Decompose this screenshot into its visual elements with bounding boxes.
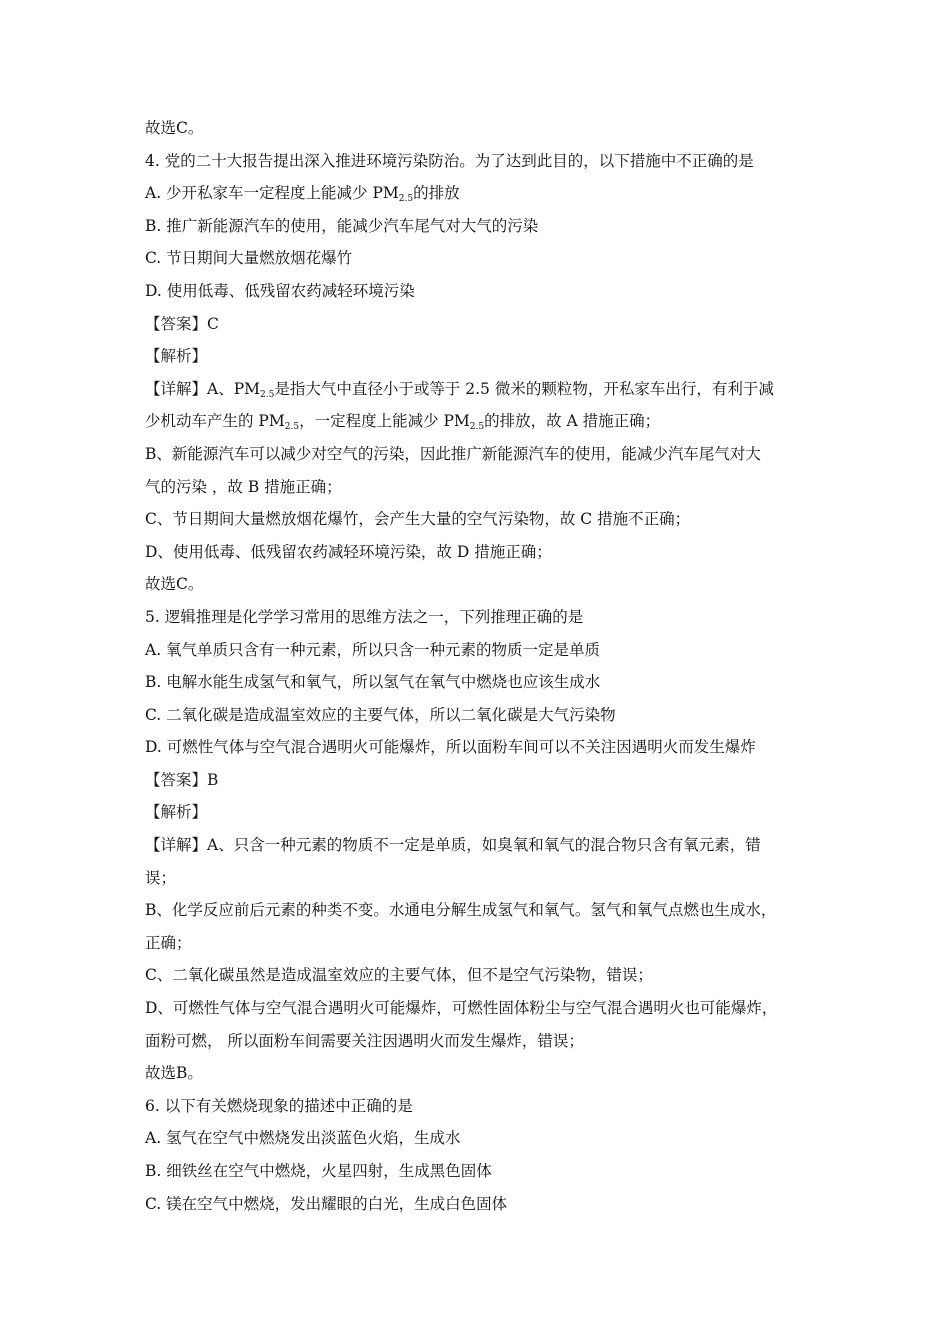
q6-option-a: A. 氢气在空气中燃烧发出淡蓝色火焰，生成水: [145, 1129, 461, 1148]
q4-analysis-heading: 【解析】: [145, 347, 208, 366]
q5-detail-line-2: 误；: [145, 868, 177, 887]
pm-subscript: 2.5: [284, 422, 300, 433]
q4-conclusion: 故选C。: [145, 575, 204, 594]
q4-detail-2-tail: 的排放，故 A 措施正确；: [484, 412, 661, 431]
q5-option-c: C. 二氧化碳是造成温室效应的主要气体，所以二氧化碳是大气污染物: [145, 705, 616, 724]
q5-option-b: B. 电解水能生成氢气和氧气，所以氢气在氧气中燃烧也应该生成水: [145, 673, 601, 692]
q6-option-b: B. 细铁丝在空气中燃烧，火星四射，生成黑色固体: [145, 1162, 492, 1180]
q5-conclusion: 故选B。: [145, 1064, 203, 1083]
q4-detail-2-text: 少机动车产生的 PM: [145, 412, 285, 431]
q4-option-a-text: A. 少开私家车一定程度上能减少 PM: [145, 184, 399, 203]
document-body: [145, 112, 815, 1220]
q3-conclusion: 故选C。: [145, 119, 204, 137]
q5-answer: 【答案】B: [145, 770, 219, 789]
q4-detail-line-3: B、新能源汽车可以减少对空气的污染，因此推广新能源汽车的使用，能减少汽车尾气对大: [145, 444, 761, 463]
q5-detail-line-5: C、二氧化碳虽然是造成温室效应的主要气体，但不是空气污染物，错误；: [145, 966, 653, 985]
q5-detail-line-3: B、化学反应前后元素的种类不变。水通电分解生成氢气和氧气。氢气和氧气点燃也生成水，: [145, 901, 777, 920]
q4-detail-line-4: 气的污染 ，故 B 措施正确；: [145, 477, 342, 496]
q4-option-d: D. 使用低毒、低残留农药减轻环境污染: [145, 281, 415, 300]
q5-option-d: D. 可燃性气体与空气混合遇明火可能爆炸，所以面粉车间可以不关注因遇明火而发生爆炸: [145, 738, 756, 757]
q6-stem: 6. 以下有关燃烧现象的描述中正确的是: [145, 1096, 413, 1115]
q5-detail-line-1: 【详解】A、只含一种元素的物质不一定是单质，如臭氧和氧气的混合物只含有氧元素，错: [145, 836, 761, 855]
pm-subscript: 2.5: [260, 389, 275, 400]
q4-detail-line-5: C、节日期间大量燃放烟花爆竹，会产生大量的空气污染物，故 C 措施不正确；: [145, 510, 691, 529]
q5-option-a: A. 氧气单质只含有一种元素，所以只含一种元素的物质一定是单质: [145, 640, 601, 659]
pm-subscript: 2.5: [469, 422, 485, 433]
q4-detail-1-text: 【详解】A、PM: [145, 379, 260, 398]
pm-subscript: 2.5: [398, 194, 414, 205]
q4-option-a-tail: 的排放: [413, 184, 460, 203]
q4-detail-1-tail: 是指大气中直径小于或等于 2.5 微米的颗粒物，开私家车出行，有利于减: [274, 379, 774, 398]
q5-stem: 5. 逻辑推理是化学学习常用的思维方法之一，下列推理正确的是: [145, 607, 584, 626]
q4-detail-line-2: [145, 405, 815, 438]
q5-detail-line-6: D、可燃性气体与空气混合遇明火可能爆炸，可燃性固体粉尘与空气混合遇明火也可能爆炸，: [145, 999, 778, 1018]
q4-option-b: B. 推广新能源汽车的使用，能减少汽车尾气对大气的污染: [145, 216, 539, 235]
q4-answer: 【答案】C: [145, 314, 219, 333]
q4-detail-2-mid: ，一定程度上能减少 PM: [299, 412, 470, 431]
q4-detail-line-6: D、使用低毒、低残留农药减轻环境污染，故 D 措施正确；: [145, 542, 552, 561]
q4-detail-line-1: [145, 373, 815, 406]
q5-detail-line-7: 面粉可燃， 所以面粉车间需要关注因遇明火而发生爆炸，错误；: [145, 1031, 584, 1050]
q5-detail-line-4: 正确；: [145, 933, 192, 952]
q4-option-a: [145, 177, 815, 210]
q4-stem: 4. 党的二十大报告提出深入推进环境污染防治。为了达到此目的，以下措施中不正确的是: [145, 151, 754, 170]
q5-analysis-heading: 【解析】: [145, 803, 208, 822]
q4-option-c: C. 节日期间大量燃放烟花爆竹: [145, 249, 353, 268]
q6-option-c: C. 镁在空气中燃烧，发出耀眼的白光，生成白色固体: [145, 1194, 508, 1213]
